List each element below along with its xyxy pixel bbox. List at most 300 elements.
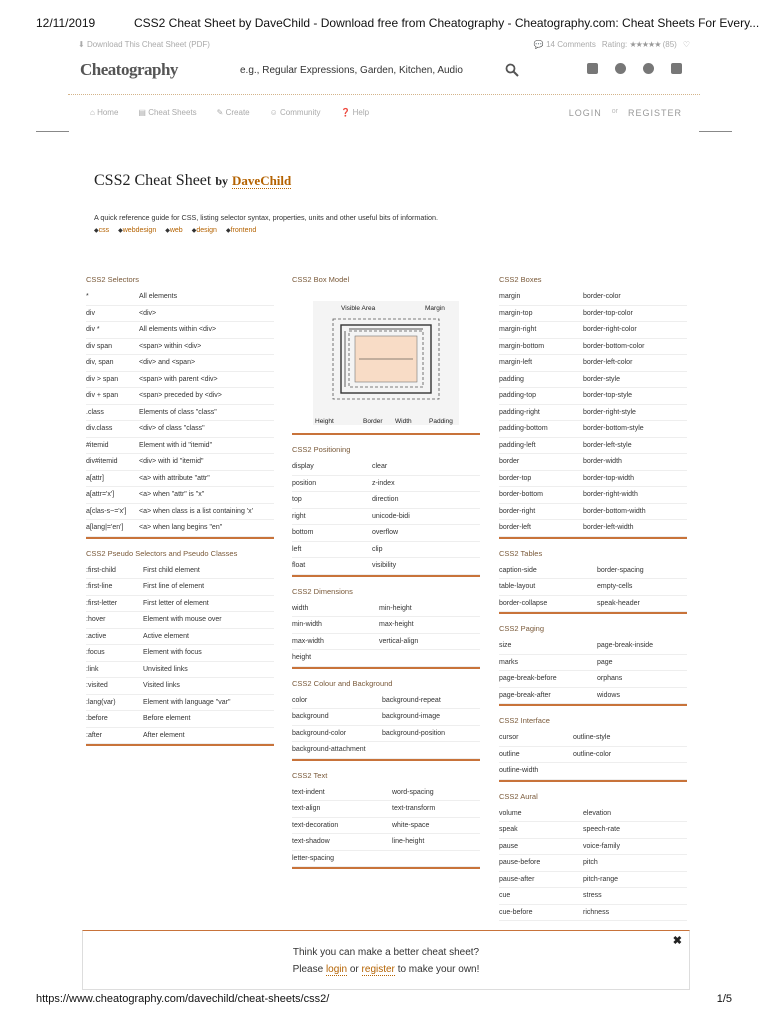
- row-key: margin: [499, 293, 521, 301]
- register-link[interactable]: REGISTER: [627, 108, 682, 118]
- row-value: page: [597, 658, 613, 666]
- print-url: https://www.cheatography.com/davechild/cheat-sheets/css2/: [36, 993, 330, 1005]
- table-row: [86, 372, 274, 389]
- row-key: :first-child: [86, 566, 116, 574]
- row-value: <span> with parent <div>: [139, 375, 218, 383]
- row-key: page-break-after: [499, 691, 551, 699]
- section-pseudo: [86, 549, 274, 747]
- table-row: [499, 671, 687, 688]
- print-title: CSS2 Cheat Sheet by DaveChild - Download free from Cheatography - Cheatography.com: Cheat Sheets For Every...: [134, 16, 760, 30]
- section-positioning: [292, 445, 480, 577]
- section-title: CSS2 Text: [292, 770, 328, 780]
- site-header: [80, 60, 682, 84]
- row-value: border-top-color: [583, 309, 633, 317]
- row-value: border-left-style: [583, 441, 632, 449]
- section-title: CSS2 Dimensions: [292, 586, 353, 596]
- table-row: [499, 405, 687, 422]
- row-value: unicode-bidi: [372, 512, 410, 520]
- row-key: div > span: [86, 375, 119, 383]
- row-value: <div> of class "class": [139, 425, 205, 433]
- label-height: Height: [315, 418, 334, 425]
- row-value: Active element: [143, 632, 189, 640]
- label-visible-area: Visible Area: [341, 305, 376, 312]
- table-row: [499, 454, 687, 471]
- section-text: [292, 771, 480, 870]
- row-key: text-shadow: [292, 838, 330, 846]
- tag-frontend[interactable]: ◆ frontend: [226, 227, 256, 234]
- row-key: border-right: [499, 507, 536, 515]
- table-row: [292, 709, 480, 726]
- table-row: [499, 563, 687, 580]
- row-key: a[lang|='en']: [86, 524, 124, 532]
- row-key: border: [499, 458, 520, 466]
- table-row: [86, 322, 274, 339]
- divider-left: [36, 131, 69, 132]
- row-key: :active: [86, 632, 107, 640]
- row-key: max-width: [292, 637, 324, 645]
- table-row: [292, 459, 480, 476]
- page-title: CSS2 Cheat Sheet by DaveChild: [94, 172, 292, 189]
- table-row: [86, 355, 274, 372]
- row-key: speak: [499, 826, 518, 834]
- table-row: [499, 638, 687, 655]
- table-row: [292, 742, 480, 759]
- row-value: border-bottom-width: [583, 507, 646, 515]
- twitter-icon[interactable]: [615, 63, 626, 74]
- table-row: [86, 438, 274, 455]
- row-value: border-bottom-style: [583, 425, 644, 433]
- row-key: marks: [499, 658, 519, 666]
- row-value: background-position: [382, 729, 446, 737]
- row-value: clear: [372, 463, 388, 471]
- row-key: letter-spacing: [292, 854, 335, 862]
- row-key: page-break-before: [499, 675, 557, 683]
- section-title: CSS2 Boxes: [499, 275, 542, 284]
- table-row: [499, 487, 687, 504]
- column-3: [499, 275, 687, 931]
- row-value: First letter of element: [143, 599, 209, 607]
- table-row: [499, 596, 687, 613]
- table-row: [292, 525, 480, 542]
- row-key: display: [292, 463, 314, 471]
- table-row: [292, 693, 480, 710]
- table-row: [292, 634, 480, 651]
- row-key: cursor: [499, 734, 519, 742]
- header-divider: [68, 94, 700, 95]
- main-nav: [90, 108, 369, 117]
- row-value: <div> and <span>: [139, 359, 196, 367]
- row-value: direction: [372, 496, 399, 504]
- table-row: [86, 711, 274, 728]
- row-key: margin-bottom: [499, 342, 545, 350]
- table-row: [86, 405, 274, 422]
- facebook-icon[interactable]: [587, 63, 598, 74]
- row-value: outline-color: [573, 750, 612, 758]
- table-row: [86, 388, 274, 405]
- login-link[interactable]: LOGIN: [568, 108, 602, 118]
- table-row: [499, 339, 687, 356]
- row-key: pause-before: [499, 859, 541, 867]
- row-key: a[attr]: [86, 474, 104, 482]
- table-row: [86, 504, 274, 521]
- search-icon[interactable]: [505, 63, 519, 77]
- section-title: CSS2 Positioning: [292, 445, 351, 454]
- row-value: text-transform: [392, 805, 436, 813]
- heart-icon[interactable]: ♡: [682, 40, 690, 49]
- table-row: [499, 322, 687, 339]
- table-row: [292, 558, 480, 575]
- section-selectors: [86, 275, 274, 539]
- row-key: table-layout: [499, 583, 536, 591]
- close-icon[interactable]: ✖: [672, 935, 682, 947]
- comments-link[interactable]: 💬 14 Comments: [533, 40, 596, 49]
- row-key: outline: [499, 750, 520, 758]
- row-key: height: [292, 654, 312, 662]
- banner-register-link[interactable]: register: [361, 964, 395, 975]
- row-key: padding-left: [499, 441, 536, 449]
- row-value: <div> with id "itemid": [139, 458, 204, 466]
- row-value: stress: [583, 892, 602, 900]
- table-row: [499, 822, 687, 839]
- nav-community[interactable]: ☺ Community: [269, 108, 321, 117]
- table-row: [499, 579, 687, 596]
- table-row: [499, 421, 687, 438]
- row-value: <div>: [139, 309, 157, 317]
- table-row: [292, 617, 480, 634]
- table-row: [86, 678, 274, 695]
- row-key: :after: [86, 731, 102, 739]
- row-key: div *: [86, 326, 100, 334]
- row-key: div#itemid: [86, 458, 118, 466]
- row-value: background-repeat: [382, 696, 441, 704]
- table-row: [292, 492, 480, 509]
- table-row: [86, 612, 274, 629]
- section-title: CSS2 Paging: [499, 624, 545, 633]
- social-links: [587, 63, 682, 74]
- tag-web[interactable]: ◆ web: [165, 227, 182, 234]
- rating-stars-icon: ★★★★★: [629, 40, 661, 49]
- row-value: richness: [583, 908, 610, 916]
- table-row: [292, 818, 480, 835]
- row-value: clip: [372, 545, 383, 553]
- row-key: cue-before: [499, 908, 533, 916]
- table-row: [499, 806, 687, 823]
- section-tables: [499, 549, 687, 615]
- instagram-icon[interactable]: [671, 63, 682, 74]
- table-row: [86, 645, 274, 662]
- table-row: [292, 785, 480, 802]
- row-key: #itemid: [86, 441, 109, 449]
- row-key: a[attr='x']: [86, 491, 115, 499]
- table-row: [499, 688, 687, 705]
- table-row: [86, 471, 274, 488]
- table-row: [86, 289, 274, 306]
- section-title: CSS2 Colour and Background: [292, 678, 393, 688]
- row-value: All elements: [139, 293, 178, 301]
- row-value: <a> with attribute "attr": [139, 474, 210, 482]
- table-row: [499, 905, 687, 922]
- table-row: [86, 728, 274, 745]
- table-row: [499, 747, 687, 764]
- row-key: border-collapse: [499, 599, 548, 607]
- row-key: right: [292, 512, 306, 520]
- or-label: or: [611, 108, 618, 115]
- label-margin: Margin: [425, 305, 445, 312]
- table-row: [292, 509, 480, 526]
- table-row: [499, 438, 687, 455]
- row-value: speech-rate: [583, 826, 620, 834]
- row-key: color: [292, 696, 308, 704]
- print-page-number: 1/5: [716, 993, 732, 1005]
- row-key: background: [292, 713, 329, 721]
- row-value: After element: [143, 731, 185, 739]
- row-value: border-right-color: [583, 326, 637, 334]
- table-row: [499, 372, 687, 389]
- row-key: :hover: [86, 616, 106, 624]
- section-box-model: [292, 275, 480, 435]
- row-key: margin-right: [499, 326, 537, 334]
- row-key: volume: [499, 809, 522, 817]
- section-paging: [499, 624, 687, 706]
- row-key: pause-after: [499, 875, 535, 883]
- table-row: [86, 487, 274, 504]
- table-row: [499, 872, 687, 889]
- box-model-diagram: [311, 299, 461, 427]
- row-key: div.class: [86, 425, 113, 433]
- table-row: [499, 763, 687, 780]
- row-key: :lang(var): [86, 698, 116, 706]
- row-value: line-height: [392, 838, 425, 846]
- row-key: :first-line: [86, 583, 113, 591]
- table-row: [86, 662, 274, 679]
- row-key: border-left: [499, 524, 531, 532]
- row-value: background-image: [382, 713, 440, 721]
- row-value: Element with mouse over: [143, 616, 222, 624]
- section-title: CSS2 Box Model: [292, 275, 350, 284]
- table-row: [499, 888, 687, 905]
- row-value: Elements of class "class": [139, 408, 217, 416]
- row-value: empty-cells: [597, 583, 633, 591]
- table-row: [86, 454, 274, 471]
- label-padding: Padding: [429, 418, 453, 425]
- section-title: CSS2 Interface: [499, 716, 550, 725]
- row-key: size: [499, 642, 512, 650]
- row-key: :link: [86, 665, 99, 673]
- row-value: <a> when "attr" is "x": [139, 491, 205, 499]
- section-title: CSS2 Tables: [499, 548, 543, 558]
- table-row: [86, 339, 274, 356]
- row-key: margin-top: [499, 309, 533, 317]
- search-input[interactable]: e.g., Regular Expressions, Garden, Kitchen, Audio: [240, 65, 463, 76]
- tag-design[interactable]: ◆ design: [192, 227, 217, 234]
- table-row: [86, 629, 274, 646]
- row-value: outline-style: [573, 734, 611, 742]
- nav-create[interactable]: ✎ Create: [216, 108, 250, 117]
- row-value: All elements within <div>: [139, 326, 217, 334]
- banner-login-link[interactable]: login: [325, 964, 348, 975]
- table-row: [292, 851, 480, 868]
- table-row: [499, 289, 687, 306]
- row-key: *: [86, 293, 89, 301]
- row-value: Element with focus: [143, 649, 202, 657]
- row-value: <a> when lang begins "en": [139, 524, 223, 532]
- row-key: bottom: [292, 529, 314, 537]
- table-row: [499, 655, 687, 672]
- row-key: padding-top: [499, 392, 536, 400]
- author-link[interactable]: DaveChild: [232, 173, 292, 188]
- row-value: border-color: [583, 293, 621, 301]
- signup-banner: [82, 930, 690, 990]
- column-2: [292, 275, 480, 879]
- row-key: div + span: [86, 392, 119, 400]
- row-key: float: [292, 562, 306, 570]
- row-value: <span> preceded by <div>: [139, 392, 222, 400]
- row-value: overflow: [372, 529, 399, 537]
- row-key: text-indent: [292, 788, 325, 796]
- table-row: [292, 834, 480, 851]
- row-key: padding: [499, 375, 524, 383]
- table-row: [499, 388, 687, 405]
- nav-help[interactable]: ❓ Help: [340, 108, 370, 117]
- row-key: background-attachment: [292, 746, 366, 754]
- table-row: [499, 355, 687, 372]
- table-row: [86, 421, 274, 438]
- section-aural: [499, 792, 687, 922]
- row-value: border-spacing: [597, 566, 644, 574]
- table-row: [86, 596, 274, 613]
- print-footer: [36, 993, 732, 1005]
- row-value: word-spacing: [392, 788, 434, 796]
- banner-line-1: Think you can make a better cheat sheet?: [292, 947, 480, 958]
- row-value: vertical-align: [379, 637, 419, 645]
- row-key: background-color: [292, 729, 347, 737]
- row-key: text-decoration: [292, 821, 339, 829]
- table-row: [292, 726, 480, 743]
- row-value: min-height: [379, 604, 412, 612]
- row-key: div span: [86, 342, 113, 350]
- section-title: CSS2 Pseudo Selectors and Pseudo Classes: [86, 548, 238, 558]
- label-border: Border: [363, 418, 383, 425]
- section-boxes: [499, 275, 687, 539]
- row-key: :focus: [86, 649, 105, 657]
- row-value: border-top-style: [583, 392, 633, 400]
- row-value: Element with id "itemid": [139, 441, 213, 449]
- site-logo[interactable]: Cheatography: [80, 60, 178, 79]
- row-key: a[clas-s~='x']: [86, 507, 127, 515]
- section-dimensions: [292, 587, 480, 669]
- row-value: elevation: [583, 809, 612, 817]
- row-key: :before: [86, 715, 108, 723]
- row-key: pause: [499, 842, 519, 850]
- row-value: voice-family: [583, 842, 620, 850]
- row-value: border-right-style: [583, 408, 636, 416]
- row-value: border-left-width: [583, 524, 634, 532]
- row-key: caption-side: [499, 566, 537, 574]
- row-key: margin-left: [499, 359, 533, 367]
- section-interface: [499, 716, 687, 782]
- row-key: min-width: [292, 621, 322, 629]
- row-value: z-index: [372, 479, 395, 487]
- row-key: :first-letter: [86, 599, 118, 607]
- row-value: border-width: [583, 458, 622, 466]
- print-date: 12/11/2019: [36, 16, 96, 30]
- table-row: [86, 695, 274, 712]
- table-row: [499, 504, 687, 521]
- row-key: outline-width: [499, 767, 539, 775]
- table-row: [292, 601, 480, 618]
- table-row: [499, 520, 687, 537]
- section-title: CSS2 Selectors: [86, 275, 139, 284]
- auth-links: [569, 108, 682, 118]
- table-row: [499, 471, 687, 488]
- row-value: <span> within <div>: [139, 342, 202, 350]
- pinterest-icon[interactable]: [643, 63, 654, 74]
- row-value: Visited links: [143, 682, 180, 690]
- row-key: padding-right: [499, 408, 540, 416]
- table-row: [86, 306, 274, 323]
- top-bar: [78, 40, 690, 54]
- tag-css[interactable]: ◆ css: [94, 227, 109, 234]
- row-value: Unvisited links: [143, 665, 188, 673]
- section-title: CSS2 Aural: [499, 791, 538, 801]
- row-value: page-break-inside: [597, 642, 654, 650]
- nav-home[interactable]: ⌂ Home: [90, 108, 119, 117]
- table-row: [292, 801, 480, 818]
- table-row: [292, 542, 480, 559]
- row-value: border-right-width: [583, 491, 638, 499]
- table-row: [86, 579, 274, 596]
- row-key: text-align: [292, 805, 321, 813]
- table-row: [86, 563, 274, 580]
- row-value: <a> when class is a list containing 'x': [139, 507, 253, 515]
- table-row: [292, 476, 480, 493]
- row-key: :visited: [86, 682, 108, 690]
- row-value: pitch-range: [583, 875, 619, 883]
- rating: Rating: ★★★★★ (85): [601, 40, 677, 49]
- nav-cheat-sheets[interactable]: ▤ Cheat Sheets: [138, 108, 197, 117]
- row-key: left: [292, 545, 302, 553]
- row-value: visibility: [372, 562, 397, 570]
- row-key: div, span: [86, 359, 114, 367]
- row-key: div: [86, 309, 95, 317]
- row-value: First line of element: [143, 583, 205, 591]
- row-value: First child element: [143, 566, 200, 574]
- label-width: Width: [395, 418, 412, 425]
- tag-webdesign[interactable]: ◆ webdesign: [118, 227, 156, 234]
- row-value: max-height: [379, 621, 414, 629]
- row-key: border-top: [499, 474, 532, 482]
- download-pdf-link[interactable]: ⬇ Download This Cheat Sheet (PDF): [78, 40, 210, 49]
- row-key: border-bottom: [499, 491, 543, 499]
- sheet-description: A quick reference guide for CSS, listing selector syntax, properties, units and other useful bits of information.: [94, 213, 438, 222]
- tag-list: [94, 227, 256, 234]
- row-key: position: [292, 479, 317, 487]
- table-row: [499, 306, 687, 323]
- row-value: Before element: [143, 715, 191, 723]
- row-value: orphans: [597, 675, 623, 683]
- table-row: [499, 839, 687, 856]
- row-value: border-left-color: [583, 359, 633, 367]
- row-value: border-top-width: [583, 474, 634, 482]
- divider-right: [699, 131, 732, 132]
- table-row: [499, 730, 687, 747]
- row-value: Element with language "var": [143, 698, 231, 706]
- row-key: cue: [499, 892, 511, 900]
- row-value: border-style: [583, 375, 620, 383]
- row-key: .class: [86, 408, 104, 416]
- table-row: [86, 520, 274, 537]
- row-key: width: [292, 604, 309, 612]
